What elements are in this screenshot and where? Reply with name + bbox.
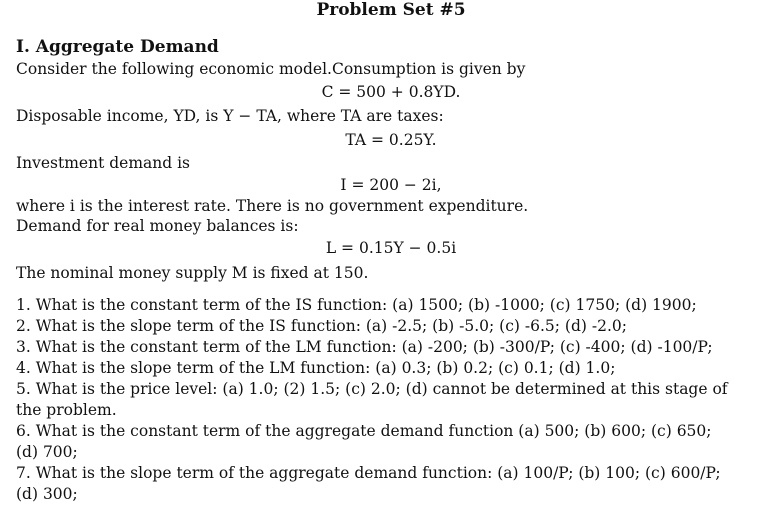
question-6-line-2: (d) 700; [16, 443, 78, 461]
money-demand-label: Demand for real money balances is: [16, 217, 299, 235]
section-heading: I. Aggregate Demand [16, 37, 219, 57]
question-7-line-2: (d) 300; [16, 485, 78, 503]
consumption-equation: C = 500 + 0.8YD. [321, 83, 461, 101]
investment-label: Investment demand is [16, 154, 191, 172]
question-2: 2. What is the slope term of the IS function: (a) -2.5; (b) -5.0; (c) -6.5; (d) -2.0; [16, 317, 627, 335]
disposable-income-text: Disposable income, YD, is Y − TA, where TA are taxes: [16, 107, 444, 125]
taxes-equation: TA = 0.25Y. [345, 131, 437, 149]
question-5-line-2: the problem. [16, 401, 117, 419]
document-title: Problem Set #5 [316, 0, 466, 20]
question-6-line-1: 6. What is the constant term of the aggregate demand function (a) 500; (b) 600; (c) 650; [16, 422, 712, 440]
money-supply-text: The nominal money supply M is fixed at 150. [16, 264, 369, 282]
investment-equation: I = 200 − 2i, [340, 176, 442, 194]
question-4: 4. What is the slope term of the LM function: (a) 0.3; (b) 0.2; (c) 0.1; (d) 1.0; [16, 359, 616, 377]
interest-rate-note: where i is the interest rate. There is no government expenditure. [16, 197, 529, 215]
intro-text: Consider the following economic model.Consumption is given by [16, 60, 526, 78]
question-3: 3. What is the constant term of the LM function: (a) -200; (b) -300/P; (c) -400; (d) -100/P; [16, 338, 713, 356]
question-7-line-1: 7. What is the slope term of the aggregate demand function: (a) 100/P; (b) 100; (c) 600/P; [16, 464, 721, 482]
question-1: 1. What is the constant term of the IS function: (a) 1500; (b) -1000; (c) 1750; (d) 1900; [16, 296, 697, 314]
question-5-line-1: 5. What is the price level: (a) 1.0; (2) 1.5; (c) 2.0; (d) cannot be determined at this stage of [16, 380, 728, 398]
money-demand-equation: L = 0.15Y − 0.5i [325, 239, 457, 257]
